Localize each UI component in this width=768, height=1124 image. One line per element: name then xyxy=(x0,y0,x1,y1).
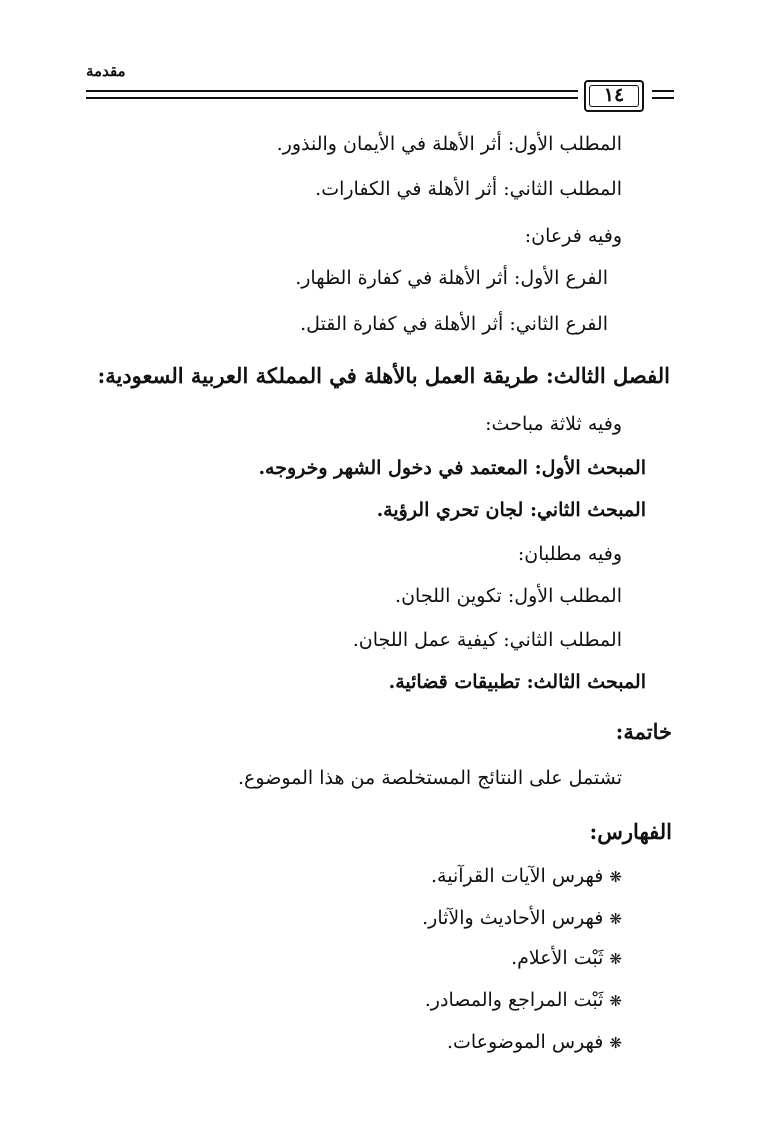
index-item-label: فهرس الأحاديث والآثار. xyxy=(422,907,604,929)
section-label: المبحث الأول: xyxy=(534,457,646,479)
section-title: تطبيقات قضائية. xyxy=(388,671,520,693)
asterism-icon: ❋ xyxy=(609,992,622,1010)
asterism-icon: ❋ xyxy=(609,950,622,968)
page-number-frame xyxy=(584,80,644,112)
header-rule-right-bottom xyxy=(652,97,674,99)
toc-line: المطلب الأول: تكوين اللجان. xyxy=(395,585,622,607)
chapter-heading: الفصل الثالث: طريقة العمل بالأهلة في المملكة العربية السعودية: xyxy=(97,363,670,388)
index-item xyxy=(425,986,622,1015)
section-line xyxy=(377,496,646,524)
toc-line: الفرع الأول: أثر الأهلة في كفارة الظهار. xyxy=(295,267,608,289)
section-label: المبحث الثاني: xyxy=(529,499,646,521)
index-item-label: فهرس الموضوعات. xyxy=(446,1031,604,1053)
index-item-label: فهرس الآيات القرآنية. xyxy=(431,865,604,887)
indexes-heading: الفهارس: xyxy=(589,819,672,844)
asterism-icon: ❋ xyxy=(609,868,622,886)
index-item xyxy=(447,1028,622,1057)
index-item-label: ثَبْت الأعلام. xyxy=(511,947,604,969)
section-line xyxy=(258,454,646,482)
toc-line: المطلب الثاني: أثر الأهلة في الكفارات. xyxy=(315,178,622,200)
index-item xyxy=(511,944,622,973)
header-rule-left-bottom xyxy=(86,97,578,99)
toc-line: وفيه ثلاثة مباحث: xyxy=(485,413,622,435)
page-number: ١٤ xyxy=(603,84,625,106)
index-item-label: ثَبْت المراجع والمصادر. xyxy=(424,989,604,1011)
index-item xyxy=(422,904,622,933)
toc-line: وفيه فرعان: xyxy=(524,225,622,247)
toc-line: وفيه مطلبان: xyxy=(517,543,622,565)
section-title: المعتمد في دخول الشهر وخروجه. xyxy=(258,457,528,479)
asterism-icon: ❋ xyxy=(609,1034,622,1052)
section-line xyxy=(389,668,646,696)
conclusion-heading: خاتمة: xyxy=(615,719,672,744)
asterism-icon: ❋ xyxy=(609,910,622,928)
header-rule-left-top xyxy=(86,90,578,92)
section-title: لجان تحري الرؤية. xyxy=(376,499,524,521)
toc-line: المطلب الثاني: كيفية عمل اللجان. xyxy=(352,629,622,651)
toc-line: المطلب الأول: أثر الأهلة في الأيمان والنذور. xyxy=(276,133,622,155)
running-header-title: مقدمة xyxy=(86,62,126,80)
index-item xyxy=(431,862,622,891)
toc-line: الفرع الثاني: أثر الأهلة في كفارة القتل. xyxy=(300,313,608,335)
header-rule-right-top xyxy=(652,90,674,92)
section-label: المبحث الثالث: xyxy=(526,671,646,693)
conclusion-text: تشتمل على النتائج المستخلصة من هذا الموضوع. xyxy=(238,767,622,789)
